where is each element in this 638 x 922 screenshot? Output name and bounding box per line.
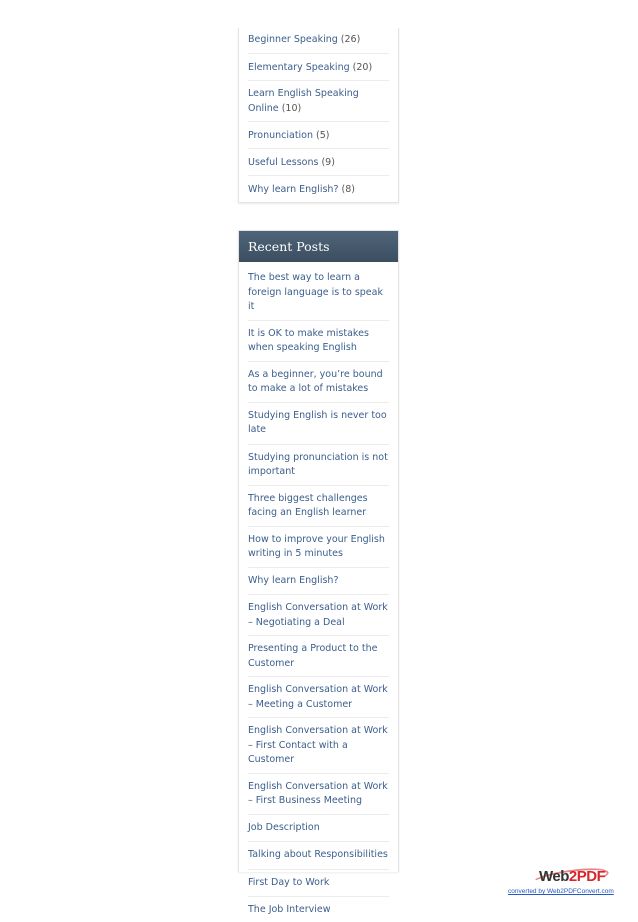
- recent-post-item[interactable]: [248, 527, 389, 568]
- recent-post-item[interactable]: [248, 321, 389, 362]
- category-item: [248, 81, 389, 122]
- recent-post-item[interactable]: [248, 870, 389, 898]
- category-count: (20): [352, 62, 373, 73]
- recent-post-link[interactable]: English Conversation at Work – Meeting a Customer: [248, 684, 388, 710]
- recent-post-item[interactable]: [248, 636, 389, 677]
- recent-post-link[interactable]: Talking about Responsibilities: [248, 849, 388, 860]
- recent-post-item[interactable]: [248, 595, 389, 636]
- recent-post-link[interactable]: It is OK to make mistakes when speaking English: [248, 327, 369, 353]
- recent-post-item[interactable]: [248, 718, 389, 774]
- categories-list: [239, 28, 398, 202]
- recent-post-item[interactable]: [248, 262, 389, 321]
- category-count: (5): [316, 130, 330, 141]
- recent-post-item[interactable]: [248, 568, 389, 596]
- category-link-why-learn-english[interactable]: Why learn English?: [248, 184, 339, 195]
- category-item: [248, 176, 389, 202]
- recent-post-item[interactable]: [248, 815, 389, 843]
- category-item: [248, 149, 389, 176]
- recent-post-link[interactable]: English Conversation at Work – Negotiating a Deal: [248, 602, 388, 628]
- recent-post-link[interactable]: Presenting a Product to the Customer: [248, 643, 378, 669]
- recent-post-link[interactable]: Studying pronunciation is not important: [248, 451, 388, 477]
- logo-2pdf-text: 2PDF: [568, 868, 606, 885]
- recent-post-item[interactable]: [248, 445, 389, 486]
- category-link-elementary-speaking[interactable]: Elementary Speaking: [248, 62, 350, 73]
- recent-post-link[interactable]: How to improve your English writing in 5 minutes: [248, 533, 385, 559]
- recent-post-link[interactable]: The best way to learn a foreign language is to speak it: [248, 272, 383, 312]
- recent-post-link[interactable]: Studying English is never too late: [248, 409, 387, 435]
- category-link-beginner-speaking[interactable]: Beginner Speaking: [248, 34, 338, 45]
- categories-widget: [238, 28, 399, 203]
- category-link-useful-lessons[interactable]: Useful Lessons: [248, 157, 319, 168]
- recent-post-item[interactable]: [248, 677, 389, 718]
- logo-web-text: Web: [539, 868, 569, 885]
- category-count: (26): [340, 34, 361, 45]
- recent-post-link[interactable]: English Conversation at Work – First Contact with a Customer: [248, 725, 388, 765]
- recent-post-item[interactable]: [248, 897, 389, 922]
- recent-posts-widget: [238, 230, 399, 915]
- category-link-pronunciation[interactable]: Pronunciation: [248, 130, 314, 141]
- recent-post-link[interactable]: Why learn English?: [248, 574, 339, 586]
- recent-post-item[interactable]: [248, 362, 389, 403]
- recent-post-link[interactable]: English Conversation at Work – First Business Meeting: [248, 780, 388, 806]
- category-count: (10): [281, 103, 302, 114]
- category-count: (9): [321, 157, 335, 168]
- category-item: [248, 28, 389, 54]
- category-link-learn-english-speaking-online[interactable]: Learn English Speaking Online: [248, 88, 359, 114]
- recent-post-link[interactable]: As a beginner, you’re bound to make a lot of mistakes: [248, 368, 383, 394]
- recent-post-link[interactable]: Three biggest challenges facing an English learner: [248, 492, 368, 518]
- web2pdf-logo: [539, 868, 605, 885]
- recent-post-item[interactable]: [248, 842, 389, 870]
- recent-post-link[interactable]: The Job Interview: [248, 904, 331, 915]
- recent-post-item[interactable]: [248, 486, 389, 527]
- web2pdf-badge[interactable]: [505, 868, 617, 898]
- recent-posts-list: [239, 262, 398, 922]
- category-count: (8): [341, 184, 355, 195]
- category-item: [248, 122, 389, 149]
- recent-post-item[interactable]: [248, 403, 389, 445]
- recent-post-link[interactable]: First Day to Work: [248, 876, 330, 888]
- recent-post-item[interactable]: [248, 774, 389, 815]
- category-item: [248, 54, 389, 81]
- converted-by-link[interactable]: converted by Web2PDFConvert.com: [508, 888, 614, 895]
- recent-posts-title: Recent Posts: [239, 231, 398, 262]
- recent-post-link[interactable]: Job Description: [248, 821, 320, 833]
